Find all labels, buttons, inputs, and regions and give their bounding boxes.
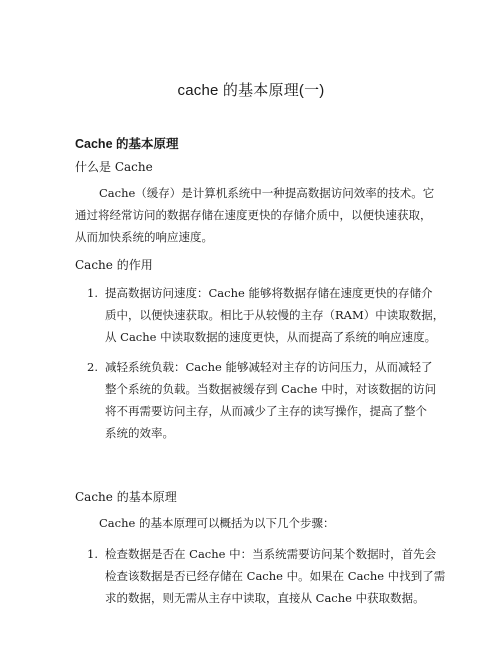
list-item-line: 系统的效率。	[105, 426, 174, 440]
list-item-line: 检查该数据是否已经存储在 Cache 中。如果在 Cache 中找到了需	[105, 569, 446, 583]
subheading-what-is-cache: 什么是 Cache	[75, 160, 153, 174]
role-list	[75, 282, 445, 444]
paragraph-line: 通过将经常访问的数据存储在速度更快的存储介质中，以便快速获取，	[75, 208, 432, 222]
paragraph-principle-intro	[75, 512, 435, 534]
subheading-cache-role: Cache 的作用	[75, 258, 153, 272]
list-item	[75, 543, 445, 609]
list-item-line: 检查数据是否在 Cache 中：当系统需要访问某个数据时，首先会	[105, 547, 437, 561]
paragraph-line: Cache 的基本原理可以概括为以下几个步骤：	[99, 516, 335, 530]
list-item-line: 整个系统的负载。当数据被缓存到 Cache 中时，对该数据的访问	[105, 382, 437, 396]
document-title: cache 的基本原理(一)	[177, 82, 325, 99]
list-item-line: 从 Cache 中读取数据的速度更快，从而提高了系统的响应速度。	[105, 330, 437, 344]
section-heading: Cache 的基本原理	[75, 137, 179, 151]
list-item	[75, 356, 445, 444]
list-item	[75, 282, 445, 348]
paragraph-line: 从而加快系统的响应速度。	[75, 230, 213, 244]
subheading-cache-principle: Cache 的基本原理	[75, 490, 177, 504]
list-item-number: 2.	[87, 360, 98, 374]
list-item-number: 1.	[87, 547, 98, 561]
list-item-line: 质中，以便快速获取。相比于从较慢的主存（RAM）中读取数据，	[105, 308, 445, 322]
list-item-line: 将不再需要访问主存，从而减少了主存的读写操作，提高了整个	[105, 404, 427, 418]
paragraph-what-is-cache	[75, 182, 435, 248]
paragraph-line: Cache（缓存）是计算机系统中一种提高数据访问效率的技术。它	[99, 186, 435, 200]
list-item-number: 1.	[87, 286, 98, 300]
list-item-line: 求的数据，则无需从主存中读取，直接从 Cache 中获取数据。	[105, 591, 425, 605]
list-item-line: 提高数据访问速度：Cache 能够将数据存储在速度更快的存储介	[105, 286, 433, 300]
list-item-line: 减轻系统负载：Cache 能够减轻对主存的访问压力，从而减轻了	[105, 360, 433, 374]
principle-list	[75, 543, 445, 609]
